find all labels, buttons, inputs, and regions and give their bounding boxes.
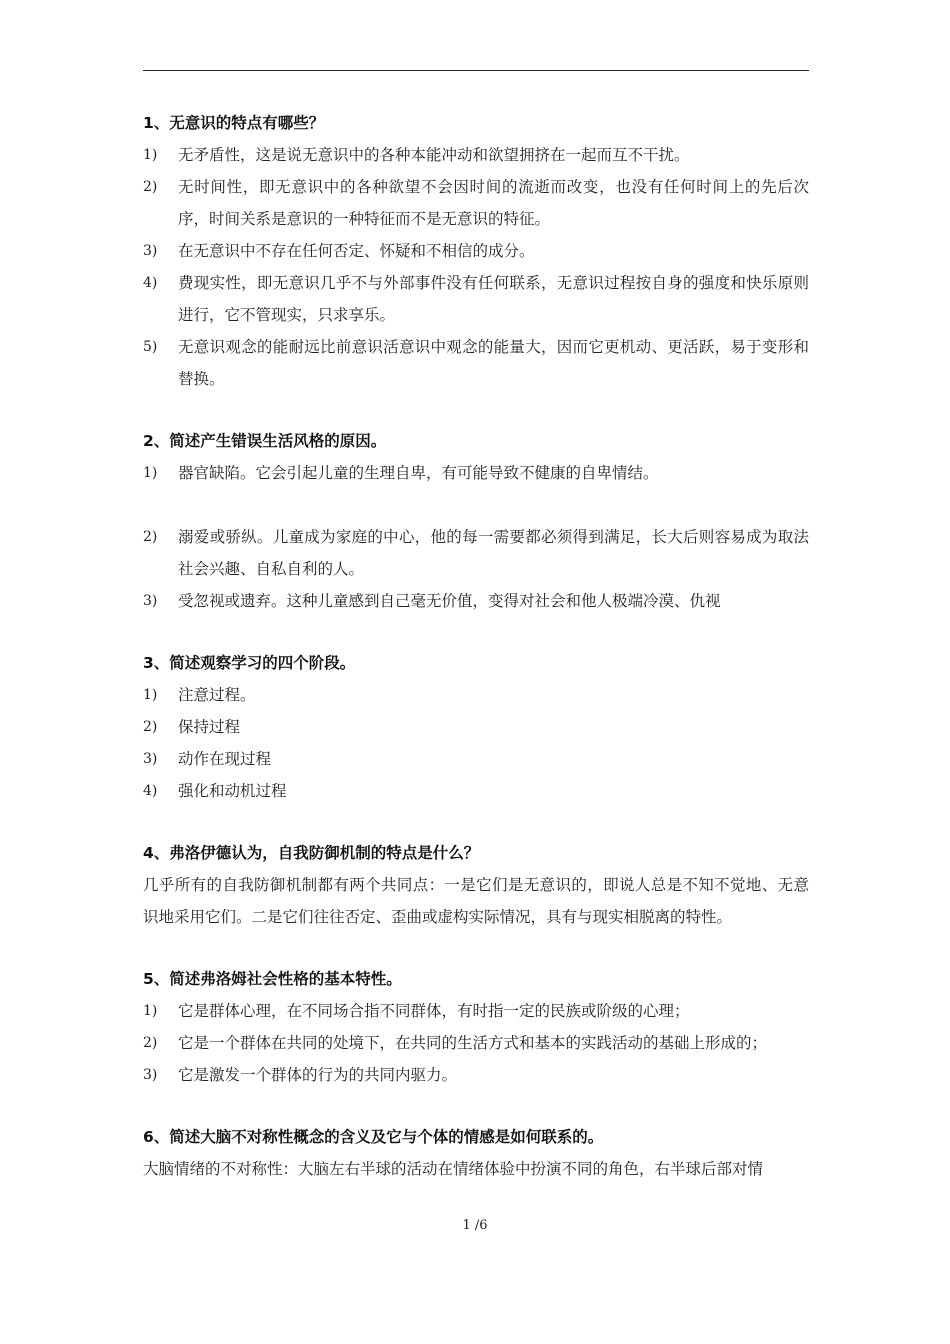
question-5: [143, 963, 809, 1091]
question-heading: 1、无意识的特点有哪些？: [143, 114, 325, 132]
question-heading: 6、简述大脑不对称性概念的含义及它与个体的情感是如何联系的。: [143, 1128, 604, 1146]
answer-paragraph: 大脑情绪的不对称性：大脑左右半球的活动在情绪体验中扮演不同的角色，右半球后部对情: [143, 1160, 764, 1178]
question-6: [143, 1121, 809, 1185]
list-number: 1): [143, 147, 158, 163]
document-body: [143, 107, 809, 1185]
list-text: 无时间性，即无意识中的各种欲望不会因时间的流逝而改变，也没有任何时间上的先后次序，时间关系是意识的一种特征而不是无意识的特征。: [178, 178, 809, 228]
question-4: [143, 837, 809, 933]
list-text: 无意识观念的能耐远比前意识活意识中观念的能量大，因而它更机动、更活跃，易于变形和替换。: [178, 338, 809, 388]
list-item: [143, 775, 809, 807]
list-text: 它是群体心理，在不同场合指不同群体，有时指一定的民族或阶级的心理；: [178, 1002, 690, 1020]
list-item: [143, 1059, 809, 1091]
list-item: [143, 457, 809, 489]
list-text: 溺爱或骄纵。儿童成为家庭的中心，他的每一需要都必须得到满足，长大后则容易成为取法社会兴趣、自私自利的人。: [178, 528, 809, 578]
list-number: 4): [143, 275, 158, 291]
list-text: 它是一个群体在共同的处境下，在共同的生活方式和基本的实践活动的基础上形成的；: [178, 1034, 768, 1052]
list-number: 3): [143, 593, 158, 609]
list-text: 费现实性，即无意识几乎不与外部事件没有任何联系，无意识过程按自身的强度和快乐原则进行，它不管现实，只求享乐。: [178, 274, 809, 324]
list-number: 3): [143, 1067, 158, 1083]
list-number: 1): [143, 465, 158, 481]
list-item: [143, 711, 809, 743]
question-1: [143, 107, 809, 395]
list-number: 2): [143, 719, 158, 735]
list-item: [143, 995, 809, 1027]
list-number: 2): [143, 1035, 158, 1051]
list-text: 强化和动机过程: [178, 782, 287, 800]
list-item: [143, 585, 809, 617]
list-number: 5): [143, 339, 158, 355]
list-item: [143, 1027, 809, 1059]
question-heading: 5、简述弗洛姆社会性格的基本特性。: [143, 970, 402, 988]
list-text: 保持过程: [178, 718, 241, 736]
list-number: 1): [143, 687, 158, 703]
list-number: 3): [143, 243, 158, 259]
list-item: [143, 331, 809, 395]
list-text: 无矛盾性，这是说无意识中的各种本能冲动和欲望拥挤在一起而互不干扰。: [178, 146, 690, 164]
list-number: 3): [143, 751, 158, 767]
list-text: 注意过程。: [178, 686, 256, 704]
list-item: [143, 679, 809, 711]
question-heading: 3、简述观察学习的四个阶段。: [143, 654, 356, 672]
list-item: [143, 235, 809, 267]
list-number: 2): [143, 179, 158, 195]
list-text: 动作在现过程: [178, 750, 272, 768]
question-3: [143, 647, 809, 807]
question-heading: 2、简述产生错误生活风格的原因。: [143, 432, 387, 450]
question-heading: 4、弗洛伊德认为，自我防御机制的特点是什么？: [143, 844, 480, 862]
list-item: [143, 743, 809, 775]
list-number: 4): [143, 783, 158, 799]
list-number: 1): [143, 1003, 158, 1019]
list-text: 在无意识中不存在任何否定、怀疑和不相信的成分。: [178, 242, 535, 260]
list-item: [143, 171, 809, 235]
list-item: [143, 139, 809, 171]
list-text: 受忽视或遗弃。这种儿童感到自己毫无价值，变得对社会和他人极端冷漠、仇视: [178, 592, 721, 610]
list-number: 2): [143, 529, 158, 545]
list-item: [143, 267, 809, 331]
list-text: 器官缺陷。它会引起儿童的生理自卑，有可能导致不健康的自卑情结。: [178, 464, 659, 482]
page-number: 1 /6: [462, 1218, 488, 1233]
question-2: [143, 425, 809, 617]
answer-paragraph: 几乎所有的自我防御机制都有两个共同点：一是它们是无意识的，即说人总是不知不觉地、无意识地采用它们。二是它们往往否定、歪曲或虚构实际情况，具有与现实相脱离的特性。: [143, 876, 809, 926]
list-item: [143, 521, 809, 585]
list-text: 它是激发一个群体的行为的共同内驱力。: [178, 1066, 458, 1084]
header-rule: [143, 70, 809, 71]
